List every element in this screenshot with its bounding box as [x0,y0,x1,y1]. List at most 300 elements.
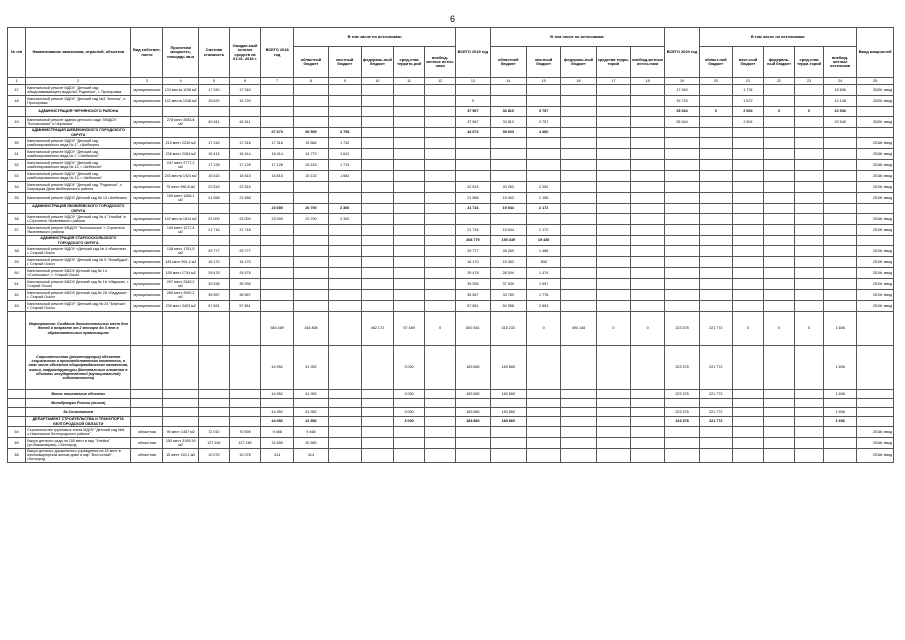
table-cell [425,138,456,149]
table-cell: 1 641 [328,149,361,160]
table-cell [361,301,393,312]
table-cell [824,214,857,225]
table-cell [425,268,456,279]
table-cell: 17 316 [198,138,229,149]
column-number: 15 [527,78,561,85]
section-row [8,128,894,138]
table-cell: 127 160 [198,438,229,449]
table-cell [328,427,361,438]
table-cell [732,128,763,138]
table-cell [394,160,425,171]
table-row [8,427,894,438]
table-cell [824,427,857,438]
table-cell: муниципальная [131,225,163,236]
table-cell: 150 мест 3199,39 м2 [163,438,198,449]
table-cell [527,171,561,182]
table-cell [699,193,732,204]
table-cell [425,236,456,246]
table-cell [699,225,732,236]
table-cell [596,214,630,225]
table-cell [456,214,490,225]
table-cell [425,96,456,107]
table-cell [795,182,824,193]
table-cell [361,346,393,390]
table-cell: 208 779 [456,236,490,246]
table-cell [824,399,857,408]
table-cell: 20 700 [294,204,328,214]
table-cell [732,449,763,463]
table-cell [732,257,763,268]
table-cell: 183 860 [490,390,526,399]
table-cell: 2020г. ввод [857,85,894,96]
table-cell: 19 544 [490,204,526,214]
table-cell: 67 673 [261,128,294,138]
table-cell [764,138,795,149]
table-cell [824,128,857,138]
table-cell [456,171,490,182]
table-cell [361,390,393,399]
table-cell [764,246,795,257]
table-cell: 414 [294,449,328,463]
table-cell: 23 000 [261,214,294,225]
table-cell [732,138,763,149]
table-cell [631,346,665,390]
table-cell: 25 044 [665,117,699,128]
table-cell: 1 997 [527,279,561,290]
table-cell [425,399,456,408]
table-cell [261,96,294,107]
table-cell: 21 558 [198,193,229,204]
col-federal-2019: федераль-ный бюджет [561,47,596,78]
table-cell: 3 000 [394,408,425,417]
table-cell [764,214,795,225]
table-cell: 2 893 [527,301,561,312]
table-cell [394,236,425,246]
table-cell [795,408,824,417]
col-oblast-2018: областной бюджет [294,47,328,78]
table-cell [561,301,596,312]
table-cell [631,107,665,117]
table-cell: 9 468 [294,427,328,438]
table-cell: 1 474 [527,268,561,279]
table-cell [527,427,561,438]
table-cell: 33 789 [490,290,526,301]
table-cell [631,182,665,193]
table-cell: 0 [795,107,824,117]
table-cell [824,193,857,204]
object-name-cell: Капитальный ремонт МБДОУ "Колокольчик" г. Строитель Яковлевского района [26,225,131,236]
row-number-cell [8,417,26,427]
table-cell: 41 952 [294,417,328,427]
table-cell [294,96,328,107]
table-cell: 29 777 [456,246,490,257]
table-cell [596,171,630,182]
row-number-cell: 53 [8,171,26,182]
table-cell [261,399,294,408]
object-name-cell: АДМИНИСТРАЦИЯ ЧЕРНЯНСКОГО РАЙОНА [26,107,131,117]
table-cell [732,290,763,301]
table-cell: 1 682 [328,171,361,182]
table-cell [732,171,763,182]
column-number: 6 [229,78,260,85]
table-row [8,117,894,128]
table-cell [131,128,163,138]
col-offbudget-2020: внебюд-жетные источники [824,47,857,78]
table-cell [824,279,857,290]
table-cell [328,312,361,346]
table-cell: 142 места 1048 м2 [163,96,198,107]
table-cell: муниципальная [131,160,163,171]
table-cell: 280 мест 2092,2 м2 [163,290,198,301]
table-cell [764,85,795,96]
table-cell: 223 378 [665,408,699,417]
table-cell [665,279,699,290]
table-cell [561,236,596,246]
table-cell: 16 414 [261,149,294,160]
col-oblast-2020: област-ной бюджет [699,47,732,78]
table-cell [857,107,894,117]
table-cell [198,399,229,408]
table-cell [857,236,894,246]
table-cell [163,107,198,117]
table-cell: 16 815 [261,171,294,182]
table-cell: 3 757 [527,107,561,117]
table-cell [596,149,630,160]
table-cell [857,390,894,399]
object-name-cell: Капитальный ремонт МБОУ Детский сад № 14 «Солнышко», г. Старый Оскол [26,268,131,279]
table-cell [857,128,894,138]
table-cell: 14 148 [824,96,857,107]
table-cell: 62 611 [229,117,260,128]
object-name-cell: Капитальный ремонт МДОУ "Детский сад № 5 "Незабудка", г. Старый Оскол [27,257,129,266]
table-cell [361,171,393,182]
table-cell: 183 860 [456,346,490,390]
table-cell [131,312,163,346]
table-cell: 247 мест 2777,1 м2 [163,160,198,171]
table-cell: 15 606 [824,85,857,96]
table-cell [261,290,294,301]
table-cell: 29 478 [229,268,260,279]
table-cell: 0 [764,107,795,117]
table-cell [824,225,857,236]
table-cell [131,204,163,214]
table-cell [561,160,596,171]
row-number-cell: 66 [8,449,26,463]
table-cell: 1 778 [527,290,561,301]
col-no-header: № п/п [8,28,26,78]
table-cell: 41 952 [294,346,328,390]
table-cell [824,138,857,149]
table-cell [394,279,425,290]
column-number: 18 [631,78,665,85]
table-cell [561,193,596,204]
table-cell [490,160,526,171]
table-cell [631,408,665,417]
table-cell [131,236,163,246]
table-cell [764,399,795,408]
table-cell [699,449,732,463]
table-cell: 1 732 [328,138,361,149]
table-cell [198,346,229,390]
table-cell [732,268,763,279]
table-cell: 54 958 [490,301,526,312]
table-cell: 44 952 [261,346,294,390]
object-name-cell: Капитальный ремонт МДОУ "Детский сад комбинированного вида № 7, г.Шебекино" [26,149,131,160]
table-cell: 21 716 [456,225,490,236]
table-cell [764,290,795,301]
table-cell [631,117,665,128]
table-cell [425,427,456,438]
table-cell [665,268,699,279]
table-cell [425,204,456,214]
table-cell [596,417,630,427]
table-cell: 2020г. ввод [857,96,894,107]
table-cell [596,225,630,236]
table-cell [665,171,699,182]
table-cell [732,182,763,193]
table-cell: 221 772 [699,417,732,427]
row-number-cell: 54 [8,182,26,193]
table-cell: 44 952 [261,417,294,427]
table-cell [425,225,456,236]
table-cell [596,138,630,149]
table-cell: муниципальная [131,182,163,193]
col-remaining-header: Ожидае-мый остаток средств на 01.01. 2018 г. [229,28,260,78]
table-cell: 221 772 [699,408,732,417]
table-cell [361,138,393,149]
table-cell [699,279,732,290]
table-cell [328,268,361,279]
table-cell: 14 773 [294,149,328,160]
table-cell [490,399,526,408]
table-cell [764,449,795,463]
table-cell: 315 233 [490,312,526,346]
col-total2019-header: ВСЕГО 2019 год [456,28,490,78]
table-cell [394,290,425,301]
table-cell: 10 076 [198,449,229,463]
table-cell: 39 936 [198,279,229,290]
table-cell [699,290,732,301]
table-cell: 2018г. ввод [857,149,894,160]
table-cell: 22 540 [824,117,857,128]
table-cell: 44 673 [456,128,490,138]
table-cell: областная [131,449,163,463]
table-cell [394,149,425,160]
table-cell [198,204,229,214]
column-number: 21 [732,78,763,85]
table-cell: муниципальная [131,268,163,279]
table-cell: 21 716 [456,204,490,214]
table-cell [131,107,163,117]
table-cell [732,279,763,290]
table-cell [361,417,393,427]
table-cell: 2019г. ввод [857,268,894,279]
table-cell: 2018г. ввод [857,438,894,449]
table-cell: муниципальная [131,193,163,204]
sources-2019-header: В том числе по источникам: [490,28,665,47]
column-number: 23 [795,78,824,85]
table-cell [596,128,630,138]
table-cell [527,138,561,149]
column-number: 25 [857,78,894,85]
column-number: 24 [824,78,857,85]
table-cell [361,438,393,449]
object-name-cell: Капитальный ремонт МДОУ "Детский сад общеразвивающего вида №2 Родничок", г. Прохоровка [26,85,131,96]
table-cell [561,96,596,107]
table-cell: 414 [261,449,294,463]
table-cell [361,246,393,257]
table-cell: муниципальная [131,117,163,128]
column-number: 12 [425,78,456,85]
table-cell: 243 места 1924 м2 [163,171,198,182]
column-number: 4 [163,78,198,85]
summary-row [8,390,894,399]
table-cell [198,107,229,117]
table-cell [631,138,665,149]
table-cell [328,390,361,399]
table-cell: 70 695 [229,427,260,438]
table-cell: 16 414 [229,149,260,160]
table-cell [764,257,795,268]
table-cell [490,214,526,225]
table-cell [361,128,393,138]
table-cell: 72 010 [198,427,229,438]
table-cell [764,236,795,246]
table-row [8,438,894,449]
table-cell [732,246,763,257]
table-cell: 2 172 [527,225,561,236]
table-cell [665,214,699,225]
table-cell [261,85,294,96]
col-federal-2018: федераль-ный бюджет [361,47,393,78]
table-cell: 223 378 [665,390,699,399]
table-cell [596,268,630,279]
table-cell [425,290,456,301]
table-cell: 0 [699,107,732,117]
column-number: 7 [261,78,294,85]
table-cell [596,427,630,438]
table-cell [163,128,198,138]
column-number: 8 [294,78,328,85]
table-cell: муниципальная [131,246,163,257]
table-cell: 17 340 [665,85,699,96]
table-cell [665,193,699,204]
table-cell [131,399,163,408]
table-cell [764,96,795,107]
table-cell [631,449,665,463]
table-cell [394,182,425,193]
table-cell [699,268,732,279]
table-cell [764,427,795,438]
table-cell [795,117,824,128]
table-cell: 21 558 [456,193,490,204]
row-number-cell [8,346,26,390]
table-cell: 57 489 [394,312,425,346]
table-cell [732,399,763,408]
table-cell [361,449,393,463]
table-cell [795,399,824,408]
table-cell: 183 860 [456,417,490,427]
table-cell [824,182,857,193]
table-cell [198,312,229,346]
table-cell [795,438,824,449]
table-cell [328,225,361,236]
object-name-cell: Капитальный ремонт МДОУ "Детский сад комбинированного вида № 13, г. Шебекино" [26,171,131,182]
table-cell: 90 мест 1457 м2 [163,427,198,438]
table-cell [261,301,294,312]
table-cell [490,96,526,107]
table-cell: 17 316 [229,138,260,149]
table-cell: 16 170 [229,257,260,268]
table-cell [824,204,857,214]
table-cell: 226 мест 2284 м2 [163,149,198,160]
table-cell [294,246,328,257]
table-cell: 10 076 [229,449,260,463]
table-cell: муниципальная [131,171,163,182]
table-cell: 23 000 [198,214,229,225]
table-cell [328,408,361,417]
table-cell [561,346,596,390]
table-cell [699,236,732,246]
table-cell [456,149,490,160]
table-cell: 2 252 [527,182,561,193]
table-cell [795,149,824,160]
sources-2020-header: В том числе по источникам: [699,28,857,47]
table-cell [361,85,393,96]
table-cell: 2020г. ввод [857,117,894,128]
table-cell [631,171,665,182]
table-cell [732,160,763,171]
row-number-cell: 47 [8,85,26,96]
table-cell: 2 504 [732,117,763,128]
col-commissioning-header: Ввод мощностей [857,28,894,78]
table-cell: муниципальная [131,149,163,160]
table-cell [596,290,630,301]
table-cell: 223 378 [665,417,699,427]
table-cell: 22 515 [229,182,260,193]
table-cell: 1 606 [824,346,857,390]
table-cell [527,438,561,449]
table-cell: 3 000 [394,417,425,427]
table-cell: 1 713 [328,160,361,171]
table-cell [328,246,361,257]
table-cell [795,225,824,236]
column-number: 9 [328,78,361,85]
table-cell: 3 757 [527,117,561,128]
table-cell: 2018г. ввод [857,171,894,182]
table-cell [294,301,328,312]
table-cell: 22 540 [824,107,857,117]
budget-table [7,27,894,463]
table-cell [294,225,328,236]
table-cell [198,128,229,138]
table-cell: 15 415 [294,160,328,171]
table-cell: 16 414 [198,149,229,160]
table-cell [328,117,361,128]
table-cell [631,257,665,268]
table-cell [394,399,425,408]
table-cell: 20 263 [490,182,526,193]
table-cell: 0 [425,312,456,346]
object-name-cell: Выкуп детского сада на 150 мест в мкр "Улейка" (ул.Машковцева), г.Белгород [26,438,131,449]
table-row [8,160,894,171]
table-cell: 221 772 [699,390,732,399]
table-cell [795,96,824,107]
table-cell [795,301,824,312]
table-cell [527,160,561,171]
table-cell [596,193,630,204]
table-cell: 127 160 [229,438,260,449]
